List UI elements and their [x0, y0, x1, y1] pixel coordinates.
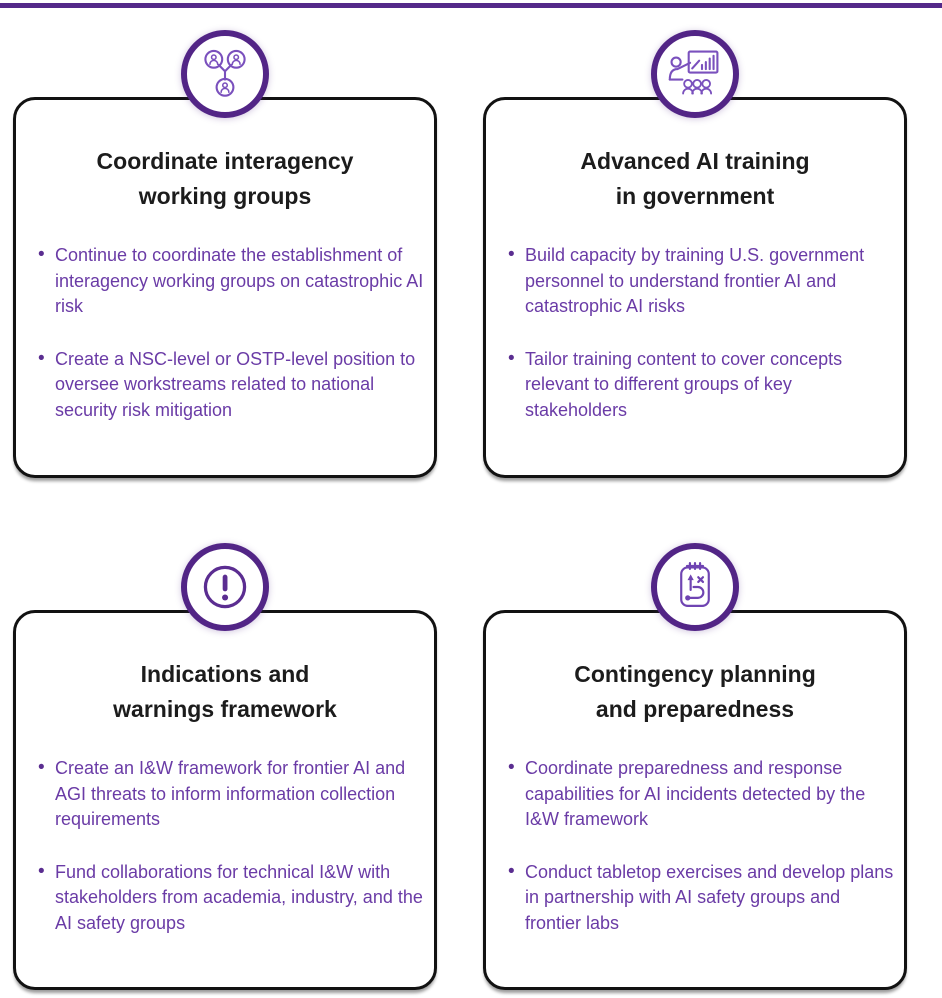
presentation-training-icon: [651, 30, 739, 118]
bullet-list: [508, 756, 896, 936]
card-title-line1: Coordinate interagency: [96, 148, 354, 174]
bullet-list: [508, 243, 896, 423]
bullet-item: • Build capacity by training U.S. government personnel to understand frontier AI and catastrophic AI risks: [508, 243, 896, 320]
card-title-line2: working groups: [138, 182, 312, 209]
card-title-line2: in government: [615, 182, 775, 209]
card-title-line1: Contingency planning: [574, 661, 816, 687]
bullet-item: • Continue to coordinate the establishment of interagency working groups on catastrophic AI risk: [38, 243, 426, 320]
bullet-item: • Conduct tabletop exercises and develop plans in partnership with AI safety groups and frontier labs: [508, 860, 896, 937]
bullet-item: • Tailor training content to cover concepts relevant to different groups of key stakeholders: [508, 347, 896, 424]
card-title-line2: and preparedness: [595, 695, 795, 722]
card-title: [496, 144, 894, 213]
card-title-line1: Advanced AI training: [580, 148, 810, 174]
card-contingency-planning: [483, 610, 907, 990]
card-title: [26, 657, 424, 726]
alert-icon: [181, 543, 269, 631]
top-divider-rule: [0, 3, 942, 8]
card-indications-warnings: [13, 610, 437, 990]
network-users-icon: [181, 30, 269, 118]
bullet-item: • Create an I&W framework for frontier AI and AGI threats to inform information collection requirements: [38, 756, 426, 833]
bullet-list: [38, 756, 426, 936]
card-title: [496, 657, 894, 726]
bullet-list: [38, 243, 426, 423]
bullet-item: • Fund collaborations for technical I&W with stakeholders from academia, industry, and the AI safety groups: [38, 860, 426, 937]
card-title-line2: warnings framework: [113, 695, 337, 722]
card-coordinate-interagency: [13, 97, 437, 478]
card-title: [26, 144, 424, 213]
plan-route-icon: [651, 543, 739, 631]
bullet-item: • Create a NSC-level or OSTP-level position to oversee workstreams related to national security risk mitigation: [38, 347, 426, 424]
card-ai-training: [483, 97, 907, 478]
card-title-line1: Indications and: [140, 661, 310, 687]
bullet-item: • Coordinate preparedness and response capabilities for AI incidents detected by the I&W framework: [508, 756, 896, 833]
